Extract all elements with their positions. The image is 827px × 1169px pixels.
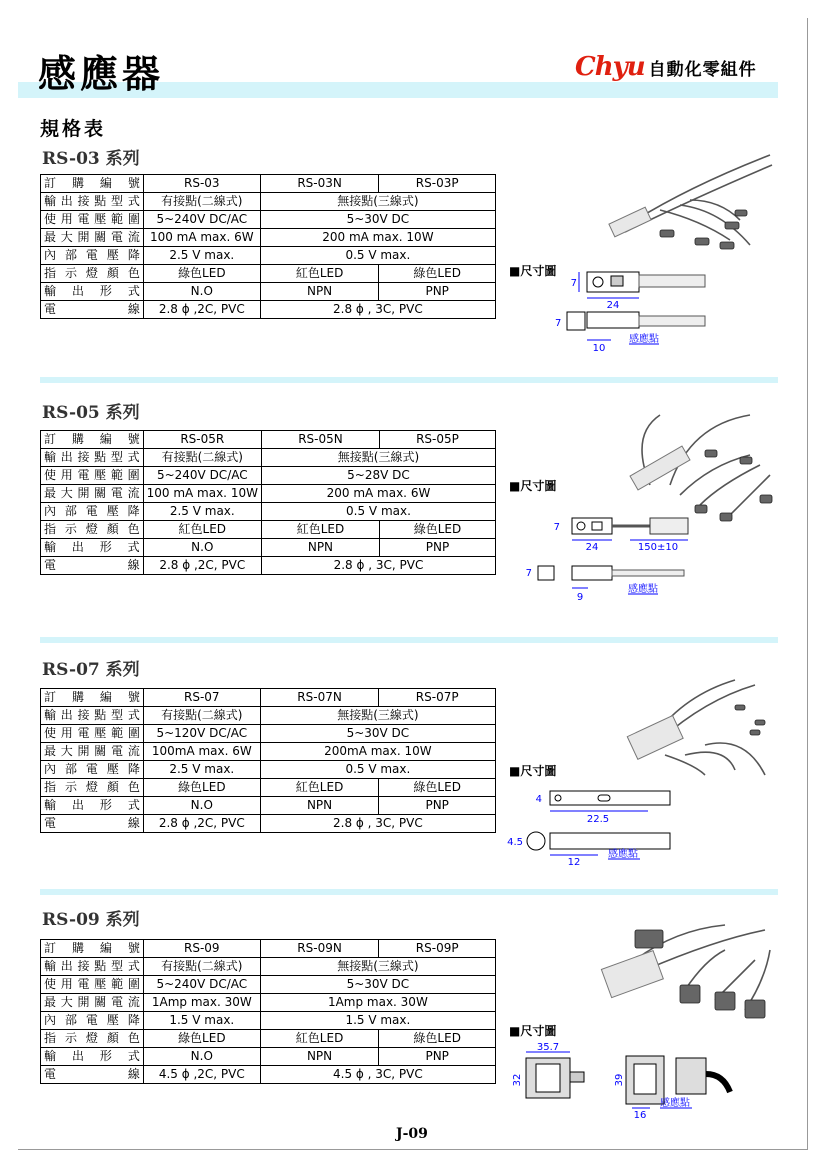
table-row	[41, 265, 496, 283]
cell: 5~120V DC/AC	[143, 725, 260, 743]
cell: RS-05N	[261, 431, 379, 449]
row-label: 輸出形式	[41, 283, 144, 301]
row-label: 輸出接點型式	[41, 193, 144, 211]
cell: N.O	[143, 1048, 260, 1066]
cell: RS-09	[143, 940, 260, 958]
table-row	[41, 557, 496, 575]
cell: NPN	[260, 283, 379, 301]
cell: 5~30V DC	[260, 976, 495, 994]
dimension-drawing-rs05	[520, 508, 695, 608]
table-row	[41, 539, 496, 557]
cell: 2.5 V max.	[143, 503, 261, 521]
row-label: 內部電壓降	[41, 761, 144, 779]
row-label: 內部電壓降	[41, 503, 144, 521]
cell: 2.8 ϕ , 3C, PVC	[261, 557, 495, 575]
row-label: 電 線	[41, 1066, 144, 1084]
table-row	[41, 689, 496, 707]
spec-subtitle: 規格表	[40, 118, 107, 140]
table-row	[41, 779, 496, 797]
cell: 5~28V DC	[261, 467, 495, 485]
page-number: J-09	[396, 1126, 428, 1142]
table-row	[41, 1066, 496, 1084]
svg-text:9: 9	[576, 592, 584, 603]
svg-text:10: 10	[592, 343, 606, 354]
table-row	[41, 247, 496, 265]
row-label: 輸出形式	[41, 539, 144, 557]
cell: 200 mA max. 10W	[260, 229, 495, 247]
row-label: 訂購編號	[41, 689, 144, 707]
section-separator	[40, 637, 778, 643]
row-label: 使用電壓範圍	[41, 725, 144, 743]
table-row	[41, 976, 496, 994]
row-label: 最大開關電流	[41, 743, 144, 761]
table-row	[41, 431, 496, 449]
row-label: 內部電壓降	[41, 1012, 144, 1030]
cell: 2.8 ϕ ,2C, PVC	[143, 815, 260, 833]
cell: RS-03P	[379, 175, 496, 193]
svg-text:7: 7	[570, 278, 577, 289]
series-title: RS-03 系列	[42, 149, 140, 169]
svg-text:24: 24	[585, 542, 599, 553]
svg-text:感應點: 感應點	[629, 334, 659, 345]
row-label: 使用電壓範圍	[41, 211, 144, 229]
svg-text:7: 7	[555, 318, 562, 329]
table-row	[41, 1048, 496, 1066]
cell: 200 mA max. 6W	[261, 485, 495, 503]
row-label: 電 線	[41, 301, 144, 319]
row-label: 輸出接點型式	[41, 958, 144, 976]
svg-text:感應點: 感應點	[608, 849, 638, 860]
svg-text:16: 16	[633, 1110, 647, 1121]
row-label: 訂購編號	[41, 431, 144, 449]
svg-text:22.5: 22.5	[586, 814, 610, 825]
cell: 5~240V DC/AC	[143, 211, 260, 229]
table-row	[41, 725, 496, 743]
cell: RS-03N	[260, 175, 379, 193]
cell: 2.8 ϕ ,2C, PVC	[143, 301, 260, 319]
section-separator	[40, 889, 778, 895]
cell: 綠色LED	[143, 1030, 260, 1048]
table-row	[41, 743, 496, 761]
cell: 5~240V DC/AC	[143, 467, 261, 485]
cell: 2.5 V max.	[143, 247, 260, 265]
spec-table	[40, 430, 496, 575]
row-label: 訂購編號	[41, 940, 144, 958]
table-row	[41, 958, 496, 976]
row-label: 電 線	[41, 557, 144, 575]
cell: N.O	[143, 283, 260, 301]
series-title: RS-07 系列	[42, 660, 140, 680]
svg-text:12: 12	[567, 857, 581, 868]
cell: 綠色LED	[143, 779, 260, 797]
cell: 綠色LED	[379, 521, 495, 539]
cell: 2.8 ϕ , 3C, PVC	[260, 301, 495, 319]
table-row	[41, 229, 496, 247]
cell: 無接點(三線式)	[260, 707, 495, 725]
cell: RS-05R	[143, 431, 261, 449]
row-label: 輸出形式	[41, 797, 144, 815]
row-label: 輸出形式	[41, 1048, 144, 1066]
cell: 0.5 V max.	[260, 247, 495, 265]
row-label: 使用電壓範圍	[41, 976, 144, 994]
table-row	[41, 761, 496, 779]
cell: 有接點(二線式)	[143, 449, 261, 467]
cell: RS-09N	[260, 940, 379, 958]
cell: 綠色LED	[379, 265, 496, 283]
series-title: RS-05 系列	[42, 403, 140, 423]
section-separator	[40, 377, 778, 383]
cell: 紅色LED	[143, 521, 261, 539]
row-label: 指示燈顏色	[41, 1030, 144, 1048]
brand-logo: Chyu	[575, 52, 645, 82]
svg-text:感應點: 感應點	[628, 584, 658, 595]
cell: 綠色LED	[143, 265, 260, 283]
cell: 5~240V DC/AC	[143, 976, 260, 994]
cell: 0.5 V max.	[261, 503, 495, 521]
row-label: 訂購編號	[41, 175, 144, 193]
cell: 無接點(三線式)	[261, 449, 495, 467]
cell: 紅色LED	[260, 1030, 379, 1048]
cell: 4.5 ϕ ,2C, PVC	[143, 1066, 260, 1084]
cell: RS-07P	[379, 689, 496, 707]
cell: 1Amp max. 30W	[260, 994, 495, 1012]
svg-text:150±10: 150±10	[637, 542, 679, 553]
cell: RS-09P	[379, 940, 496, 958]
cell: 1Amp max. 30W	[143, 994, 260, 1012]
table-row	[41, 193, 496, 211]
cell: 紅色LED	[260, 265, 379, 283]
cell: 綠色LED	[379, 1030, 496, 1048]
table-row	[41, 301, 496, 319]
dimension-label: ■尺寸圖	[509, 1024, 557, 1038]
table-row	[41, 707, 496, 725]
cell: PNP	[379, 1048, 496, 1066]
cell: RS-07	[143, 689, 260, 707]
table-row	[41, 1030, 496, 1048]
cell: 100mA max. 6W	[143, 743, 260, 761]
cell: 4.5 ϕ , 3C, PVC	[260, 1066, 495, 1084]
row-label: 最大開關電流	[41, 485, 144, 503]
cell: RS-07N	[260, 689, 379, 707]
cell: 無接點(三線式)	[260, 958, 495, 976]
cell: RS-05P	[379, 431, 495, 449]
svg-text:32: 32	[512, 1073, 523, 1087]
cell: 5~30V DC	[260, 725, 495, 743]
table-row	[41, 467, 496, 485]
row-label: 輸出接點型式	[41, 449, 144, 467]
cell: NPN	[260, 1048, 379, 1066]
table-row	[41, 994, 496, 1012]
table-row	[41, 1012, 496, 1030]
cell: N.O	[143, 539, 261, 557]
cell: 0.5 V max.	[260, 761, 495, 779]
cell: 100 mA max. 10W	[143, 485, 261, 503]
cell: 5~30V DC	[260, 211, 495, 229]
row-label: 指示燈顏色	[41, 265, 144, 283]
svg-text:7: 7	[525, 568, 532, 579]
cell: N.O	[143, 797, 260, 815]
page-title: 感應器	[38, 52, 165, 96]
cell: NPN	[261, 539, 379, 557]
table-row	[41, 175, 496, 193]
cell: 200mA max. 10W	[260, 743, 495, 761]
row-label: 輸出接點型式	[41, 707, 144, 725]
table-row	[41, 211, 496, 229]
cell: PNP	[379, 283, 496, 301]
cell: 1.5 V max.	[143, 1012, 260, 1030]
table-row	[41, 283, 496, 301]
cell: RS-03	[143, 175, 260, 193]
spec-table	[40, 688, 496, 833]
cell: 紅色LED	[260, 779, 379, 797]
product-photo	[625, 675, 775, 780]
dimension-drawing-rs03	[555, 262, 715, 354]
dimension-label: ■尺寸圖	[509, 479, 557, 493]
cell: 有接點(二線式)	[143, 707, 260, 725]
product-photo	[610, 405, 780, 525]
table-row	[41, 503, 496, 521]
dimension-drawing-rs09	[508, 1040, 768, 1122]
cell: 2.8 ϕ ,2C, PVC	[143, 557, 261, 575]
cell: 有接點(二線式)	[143, 193, 260, 211]
table-row	[41, 940, 496, 958]
row-label: 電 線	[41, 815, 144, 833]
row-label: 最大開關電流	[41, 229, 144, 247]
cell: 綠色LED	[379, 779, 496, 797]
svg-text:4.5: 4.5	[507, 837, 523, 848]
row-label: 指示燈顏色	[41, 779, 144, 797]
row-label: 內部電壓降	[41, 247, 144, 265]
cell: 100 mA max. 6W	[143, 229, 260, 247]
spec-table	[40, 939, 496, 1084]
series-title: RS-09 系列	[42, 910, 140, 930]
spec-table	[40, 174, 496, 319]
svg-text:35.7: 35.7	[536, 1042, 560, 1053]
brand	[575, 52, 757, 82]
cell: NPN	[260, 797, 379, 815]
cell: 無接點(三線式)	[260, 193, 495, 211]
row-label: 最大開關電流	[41, 994, 144, 1012]
cell: PNP	[379, 797, 496, 815]
cell: 有接點(二線式)	[143, 958, 260, 976]
product-photo	[600, 150, 780, 260]
cell: 紅色LED	[261, 521, 379, 539]
cell: 1.5 V max.	[260, 1012, 495, 1030]
cell: 2.8 ϕ , 3C, PVC	[260, 815, 495, 833]
table-row	[41, 521, 496, 539]
brand-text: 自動化零組件	[648, 59, 757, 80]
svg-text:7: 7	[553, 522, 560, 533]
svg-text:39: 39	[614, 1073, 625, 1087]
dimension-drawing-rs07	[507, 785, 683, 868]
table-row	[41, 797, 496, 815]
svg-text:24: 24	[606, 300, 620, 311]
table-row	[41, 485, 496, 503]
dimension-label: ■尺寸圖	[509, 764, 557, 778]
cell: PNP	[379, 539, 495, 557]
table-row	[41, 815, 496, 833]
row-label: 指示燈顏色	[41, 521, 144, 539]
dimension-label: ■尺寸圖	[509, 264, 557, 278]
table-row	[41, 449, 496, 467]
svg-text:4: 4	[535, 794, 542, 805]
cell: 2.5 V max.	[143, 761, 260, 779]
product-photo	[595, 920, 775, 1025]
row-label: 使用電壓範圍	[41, 467, 144, 485]
svg-text:感應點: 感應點	[660, 1098, 690, 1109]
